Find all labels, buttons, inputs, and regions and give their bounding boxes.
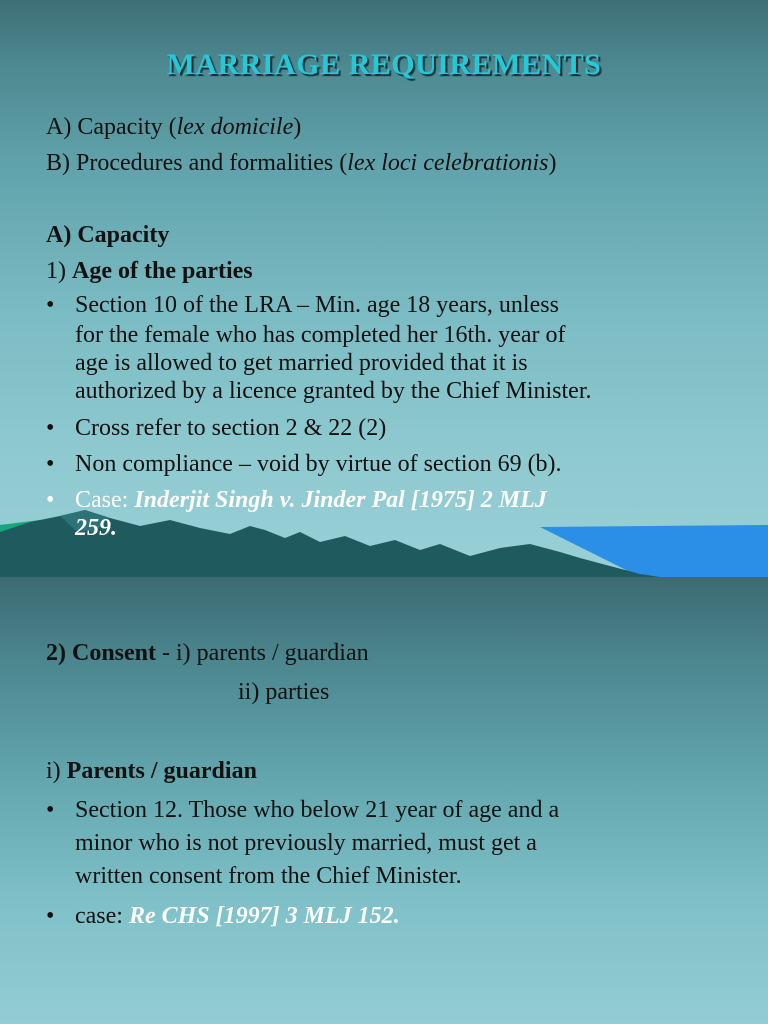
case-citation-continued: 259.: [75, 515, 117, 541]
subheading-text: Parents / guardian: [66, 758, 257, 784]
item-b-suffix: ): [548, 150, 557, 176]
bullet-icon: •: [46, 451, 55, 477]
case-citation: Re CHS [1997] 3 MLJ 152.: [128, 903, 400, 929]
bullet-icon: •: [46, 415, 55, 441]
consent-item-parties: ii) parties: [238, 679, 330, 705]
subheading-number: i): [46, 758, 67, 784]
subheading-number: 1): [46, 258, 72, 284]
bullet-line: for the female who has completed her 16th. year of: [75, 322, 566, 348]
item-a-capacity: [46, 113, 301, 141]
subheading-text: Age of the parties: [72, 258, 253, 284]
item-b-italic: lex loci celebrationis: [347, 150, 549, 176]
bullet-icon: •: [46, 292, 55, 318]
bullet-icon: •: [46, 903, 55, 929]
case-citation: Inderjit Singh v. Jinder Pal [1975] 2 MLJ: [134, 487, 547, 513]
bullet-line: authorized by a licence granted by the Chief Minister.: [75, 378, 592, 404]
item-a-prefix: A) Capacity (: [46, 114, 177, 140]
consent-line: [46, 639, 369, 667]
bullet-line: Section 12. Those who below 21 year of age and a: [75, 797, 560, 823]
bullet-text: Cross refer to section 2 & 22 (2): [75, 415, 387, 441]
consent-item-parents: - i) parents / guardian: [156, 640, 369, 666]
bullet-text: Non compliance – void by virtue of section 69 (b).: [75, 451, 562, 477]
bullet-icon: •: [46, 797, 55, 823]
bullet-icon: •: [46, 487, 55, 513]
slide-title: MARRIAGE REQUIREMENTS: [166, 48, 602, 81]
item-b-prefix: B) Procedures and formalities (: [46, 150, 348, 176]
bullet-line: minor who is not previously married, must get a: [75, 830, 537, 856]
subheading-parents: [46, 757, 257, 785]
section-heading-capacity: A) Capacity: [46, 222, 170, 248]
consent-heading: 2) Consent: [46, 640, 157, 666]
slide-2: [0, 577, 768, 1024]
bullet-line: written consent from the Chief Minister.: [75, 863, 462, 889]
item-a-italic: lex domicile: [176, 114, 294, 140]
bullet-line: age is allowed to get married provided that it is: [75, 350, 528, 376]
case-prefix: Case:: [75, 487, 135, 513]
item-a-suffix: ): [293, 114, 302, 140]
subheading-age: [46, 257, 253, 285]
case-prefix: case:: [75, 903, 129, 929]
item-b-procedures: [46, 149, 557, 177]
case-line: [75, 486, 547, 514]
bullet-line: Section 10 of the LRA – Min. age 18 years, unless: [75, 292, 559, 318]
case-line: [75, 902, 400, 930]
